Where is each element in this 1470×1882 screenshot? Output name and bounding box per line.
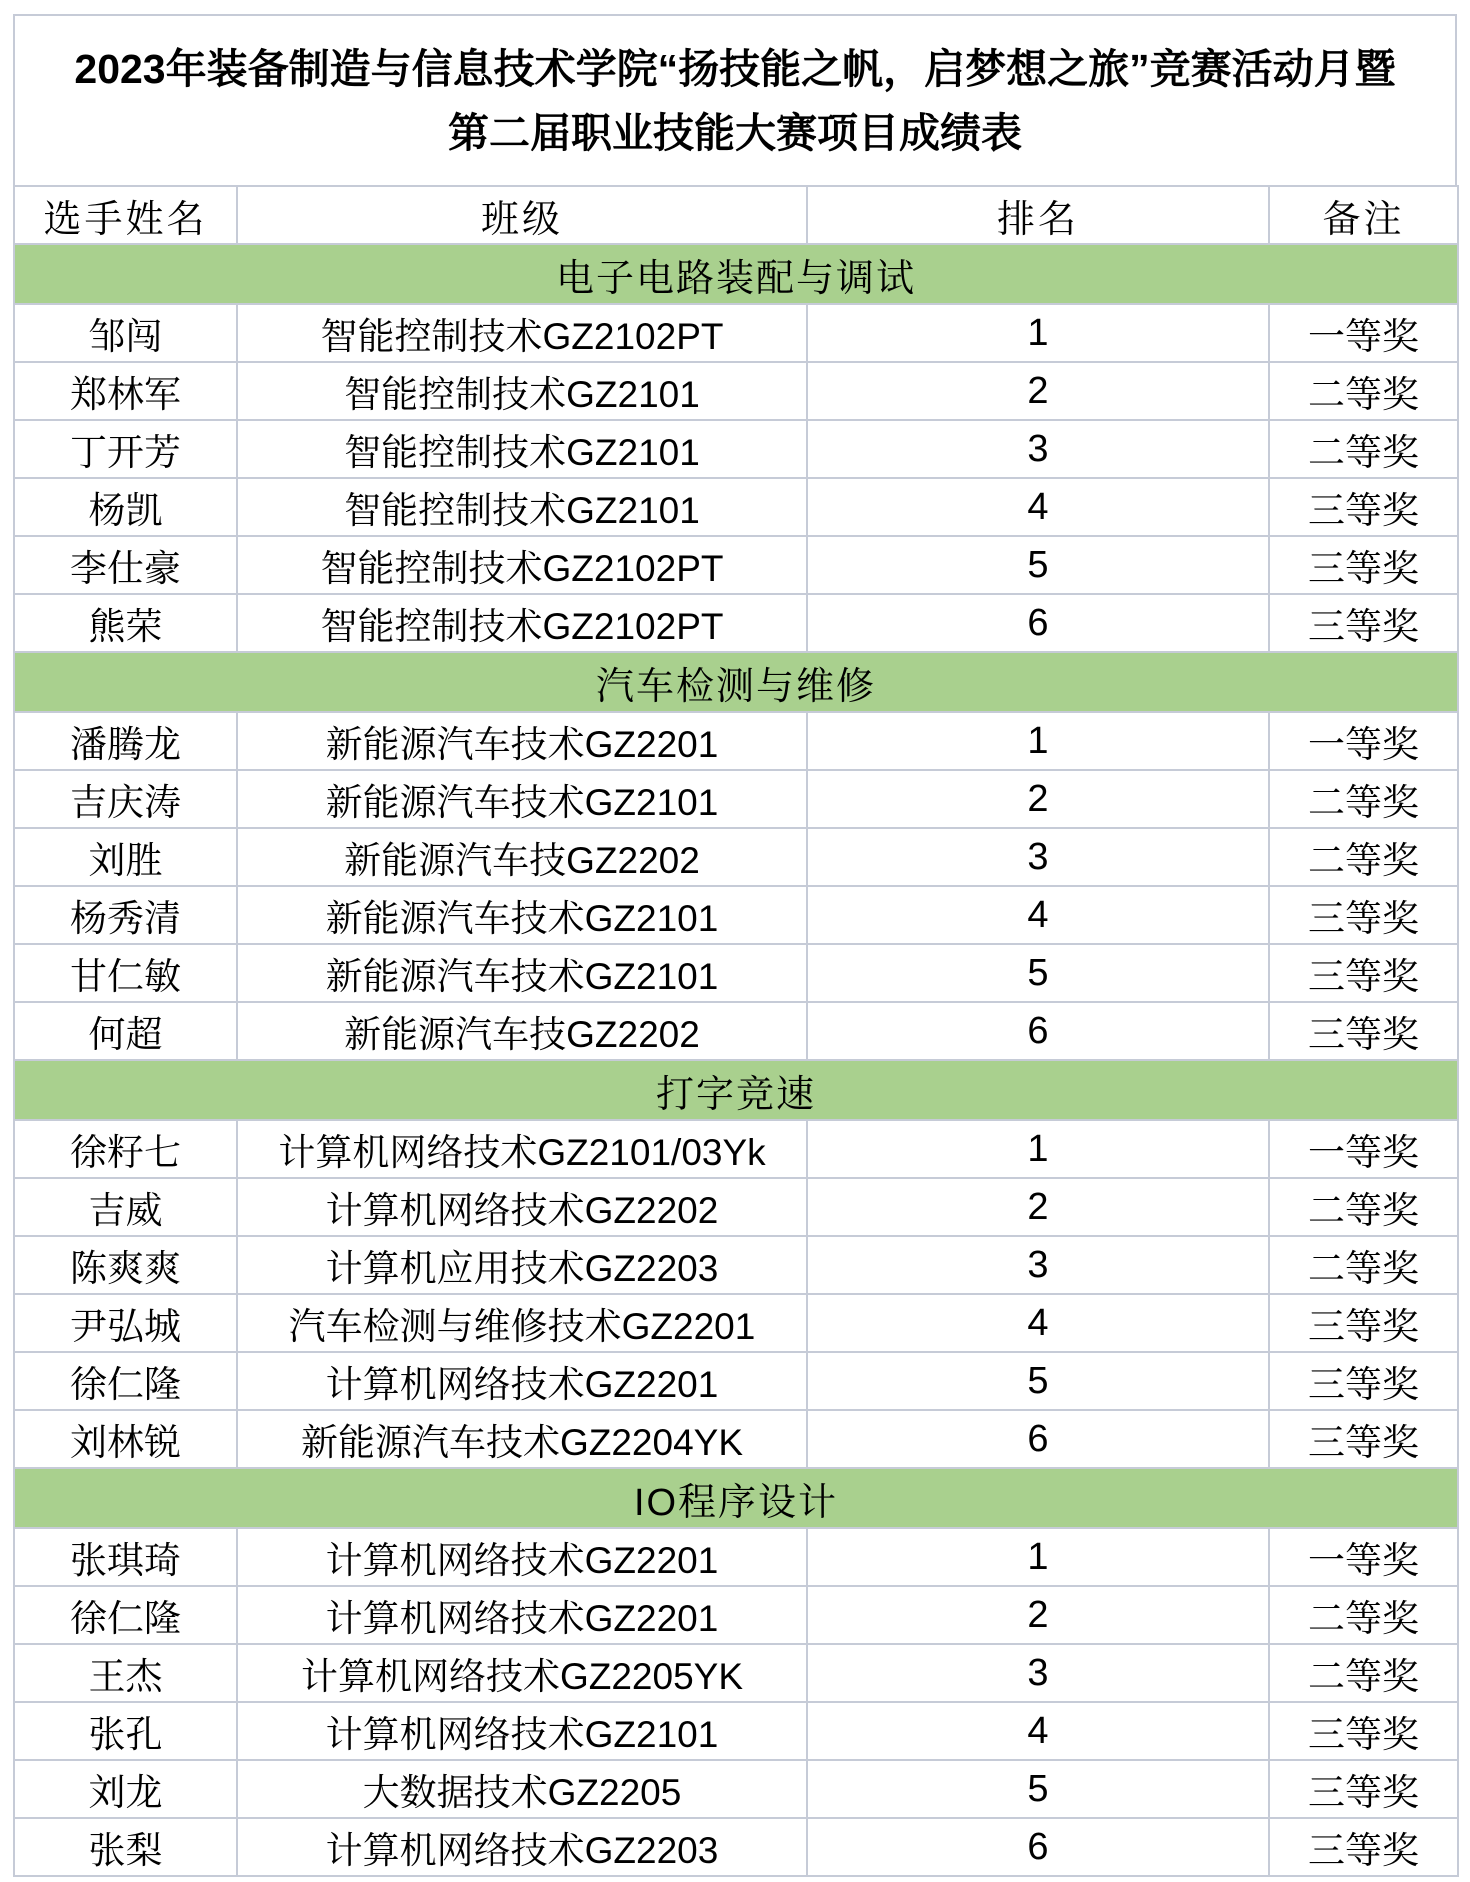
table-row xyxy=(14,1644,1458,1702)
cell-class: 大数据技术GZ2205 xyxy=(237,1760,807,1818)
table-row xyxy=(14,1352,1458,1410)
cell-class: 计算机应用技术GZ2203 xyxy=(237,1236,807,1294)
cell-name: 李仕豪 xyxy=(14,536,237,594)
cell-name: 徐籽七 xyxy=(14,1120,237,1178)
score-sheet xyxy=(13,14,1457,1877)
cell-class: 新能源汽车技GZ2202 xyxy=(237,828,807,886)
cell-name: 徐仁隆 xyxy=(14,1586,237,1644)
cell-rank: 4 xyxy=(807,478,1269,536)
results-table xyxy=(13,185,1459,1877)
cell-class: 智能控制技术GZ2102PT xyxy=(237,304,807,362)
table-row xyxy=(14,1236,1458,1294)
cell-name: 吉庆涛 xyxy=(14,770,237,828)
cell-rank: 2 xyxy=(807,362,1269,420)
section-title: 电子电路装配与调试 xyxy=(14,244,1458,304)
cell-remark: 二等奖 xyxy=(1269,420,1458,478)
cell-rank: 5 xyxy=(807,1760,1269,1818)
cell-remark: 三等奖 xyxy=(1269,478,1458,536)
table-row xyxy=(14,420,1458,478)
cell-name: 郑林军 xyxy=(14,362,237,420)
cell-class: 新能源汽车技术GZ2101 xyxy=(237,886,807,944)
cell-name: 杨凯 xyxy=(14,478,237,536)
cell-remark: 二等奖 xyxy=(1269,1586,1458,1644)
table-row xyxy=(14,362,1458,420)
cell-name: 邹闯 xyxy=(14,304,237,362)
cell-remark: 二等奖 xyxy=(1269,1644,1458,1702)
cell-rank: 3 xyxy=(807,828,1269,886)
sheet-title-line1: 2023年装备制造与信息技术学院“扬技能之帆，启梦想之旅”竞赛活动月暨 xyxy=(74,45,1396,92)
table-row xyxy=(14,1002,1458,1060)
table-header-row xyxy=(14,186,1458,244)
cell-remark: 一等奖 xyxy=(1269,1528,1458,1586)
sheet-title xyxy=(13,14,1457,187)
cell-rank: 3 xyxy=(807,1236,1269,1294)
cell-name: 刘胜 xyxy=(14,828,237,886)
cell-remark: 三等奖 xyxy=(1269,1352,1458,1410)
cell-class: 智能控制技术GZ2102PT xyxy=(237,536,807,594)
cell-name: 王杰 xyxy=(14,1644,237,1702)
cell-class: 新能源汽车技术GZ2204YK xyxy=(237,1410,807,1468)
cell-name: 徐仁隆 xyxy=(14,1352,237,1410)
cell-rank: 6 xyxy=(807,1818,1269,1876)
cell-class: 计算机网络技术GZ2202 xyxy=(237,1178,807,1236)
cell-rank: 2 xyxy=(807,770,1269,828)
table-row xyxy=(14,1294,1458,1352)
cell-class: 计算机网络技术GZ2201 xyxy=(237,1586,807,1644)
cell-rank: 3 xyxy=(807,1644,1269,1702)
cell-remark: 二等奖 xyxy=(1269,1236,1458,1294)
cell-name: 甘仁敏 xyxy=(14,944,237,1002)
cell-remark: 三等奖 xyxy=(1269,886,1458,944)
cell-name: 杨秀清 xyxy=(14,886,237,944)
cell-name: 张孔 xyxy=(14,1702,237,1760)
section-title: 打字竞速 xyxy=(14,1060,1458,1120)
cell-rank: 1 xyxy=(807,712,1269,770)
cell-class: 计算机网络技术GZ2101 xyxy=(237,1702,807,1760)
table-row xyxy=(14,770,1458,828)
cell-class: 智能控制技术GZ2101 xyxy=(237,420,807,478)
table-row xyxy=(14,304,1458,362)
cell-class: 计算机网络技术GZ2101/03Yk xyxy=(237,1120,807,1178)
cell-rank: 2 xyxy=(807,1178,1269,1236)
table-row xyxy=(14,828,1458,886)
cell-rank: 6 xyxy=(807,594,1269,652)
cell-class: 新能源汽车技术GZ2201 xyxy=(237,712,807,770)
cell-class: 智能控制技术GZ2101 xyxy=(237,362,807,420)
table-row xyxy=(14,1702,1458,1760)
section-header-electronics xyxy=(14,244,1458,304)
cell-class: 计算机网络技术GZ2201 xyxy=(237,1528,807,1586)
cell-remark: 三等奖 xyxy=(1269,1410,1458,1468)
cell-name: 张梨 xyxy=(14,1818,237,1876)
cell-rank: 2 xyxy=(807,1586,1269,1644)
section-title: 汽车检测与维修 xyxy=(14,652,1458,712)
cell-remark: 一等奖 xyxy=(1269,712,1458,770)
cell-name: 尹弘城 xyxy=(14,1294,237,1352)
section-header-auto xyxy=(14,652,1458,712)
cell-remark: 三等奖 xyxy=(1269,1294,1458,1352)
column-header-rank: 排名 xyxy=(807,186,1269,244)
cell-name: 熊荣 xyxy=(14,594,237,652)
cell-class: 新能源汽车技术GZ2101 xyxy=(237,944,807,1002)
table-row xyxy=(14,1528,1458,1586)
cell-remark: 三等奖 xyxy=(1269,1002,1458,1060)
cell-remark: 二等奖 xyxy=(1269,362,1458,420)
cell-rank: 4 xyxy=(807,1294,1269,1352)
cell-remark: 三等奖 xyxy=(1269,536,1458,594)
table-row xyxy=(14,1410,1458,1468)
cell-remark: 二等奖 xyxy=(1269,770,1458,828)
cell-rank: 1 xyxy=(807,1528,1269,1586)
cell-class: 智能控制技术GZ2102PT xyxy=(237,594,807,652)
table-row xyxy=(14,1178,1458,1236)
cell-remark: 三等奖 xyxy=(1269,1702,1458,1760)
cell-remark: 二等奖 xyxy=(1269,828,1458,886)
cell-rank: 3 xyxy=(807,420,1269,478)
table-row xyxy=(14,886,1458,944)
sheet-title-line2: 第二届职业技能大赛项目成绩表 xyxy=(448,109,1022,156)
column-header-class: 班级 xyxy=(237,186,807,244)
cell-class: 计算机网络技术GZ2203 xyxy=(237,1818,807,1876)
cell-rank: 4 xyxy=(807,1702,1269,1760)
cell-remark: 三等奖 xyxy=(1269,1760,1458,1818)
cell-name: 陈爽爽 xyxy=(14,1236,237,1294)
cell-class: 计算机网络技术GZ2205YK xyxy=(237,1644,807,1702)
cell-rank: 4 xyxy=(807,886,1269,944)
cell-name: 刘龙 xyxy=(14,1760,237,1818)
cell-class: 新能源汽车技术GZ2101 xyxy=(237,770,807,828)
cell-rank: 6 xyxy=(807,1410,1269,1468)
cell-name: 何超 xyxy=(14,1002,237,1060)
table-row xyxy=(14,1760,1458,1818)
cell-rank: 5 xyxy=(807,944,1269,1002)
section-title: IO程序设计 xyxy=(14,1468,1458,1528)
cell-rank: 6 xyxy=(807,1002,1269,1060)
cell-name: 吉威 xyxy=(14,1178,237,1236)
cell-remark: 一等奖 xyxy=(1269,1120,1458,1178)
cell-rank: 5 xyxy=(807,1352,1269,1410)
table-row xyxy=(14,944,1458,1002)
cell-remark: 二等奖 xyxy=(1269,1178,1458,1236)
cell-class: 汽车检测与维修技术GZ2201 xyxy=(237,1294,807,1352)
cell-remark: 三等奖 xyxy=(1269,944,1458,1002)
cell-remark: 三等奖 xyxy=(1269,594,1458,652)
table-row xyxy=(14,712,1458,770)
table-row xyxy=(14,1120,1458,1178)
cell-rank: 1 xyxy=(807,1120,1269,1178)
cell-remark: 三等奖 xyxy=(1269,1818,1458,1876)
cell-name: 潘腾龙 xyxy=(14,712,237,770)
cell-class: 计算机网络技术GZ2201 xyxy=(237,1352,807,1410)
section-header-io xyxy=(14,1468,1458,1528)
table-row xyxy=(14,536,1458,594)
table-row xyxy=(14,594,1458,652)
cell-name: 刘林锐 xyxy=(14,1410,237,1468)
cell-remark: 一等奖 xyxy=(1269,304,1458,362)
column-header-remark: 备注 xyxy=(1269,186,1458,244)
section-header-typing xyxy=(14,1060,1458,1120)
cell-rank: 5 xyxy=(807,536,1269,594)
table-row xyxy=(14,1818,1458,1876)
cell-name: 丁开芳 xyxy=(14,420,237,478)
cell-class: 新能源汽车技GZ2202 xyxy=(237,1002,807,1060)
table-row xyxy=(14,1586,1458,1644)
column-header-name: 选手姓名 xyxy=(14,186,237,244)
cell-rank: 1 xyxy=(807,304,1269,362)
cell-class: 智能控制技术GZ2101 xyxy=(237,478,807,536)
cell-name: 张琪琦 xyxy=(14,1528,237,1586)
table-row xyxy=(14,478,1458,536)
